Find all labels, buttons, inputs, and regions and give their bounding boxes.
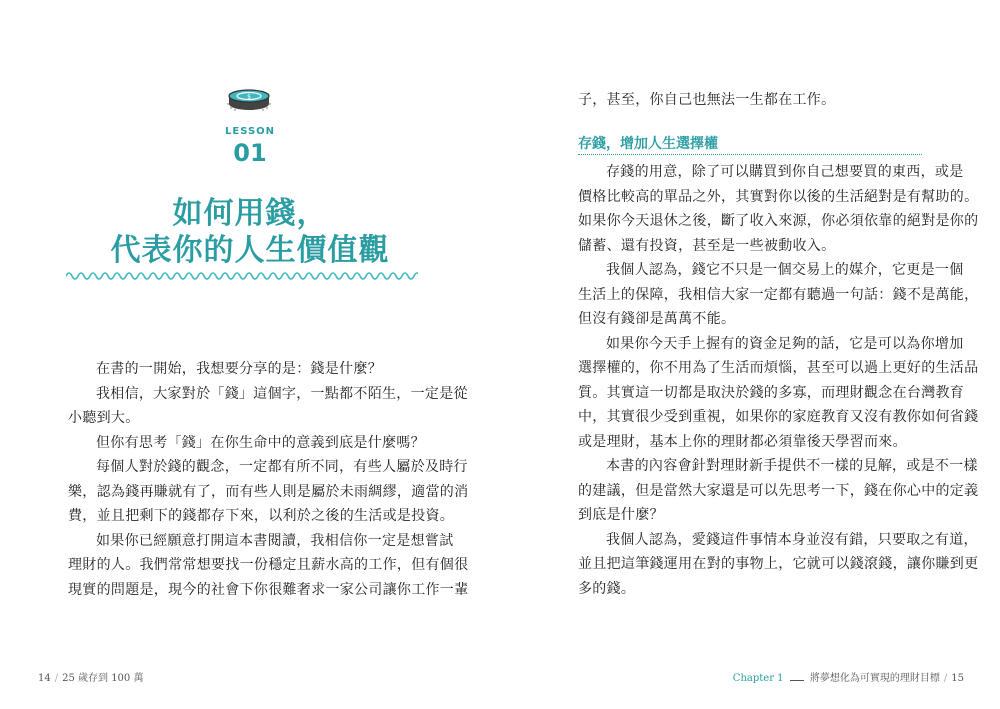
text-line: 並且把這筆錢運用在對的事物上，它就可以錢滾錢，讓你賺到更 (578, 556, 979, 572)
chapter-title: 將夢想化為可實現的理財目標 (809, 673, 940, 684)
chapter-title-line2: 代表你的人生價值觀 (110, 233, 390, 268)
text-line: 我個人認為，愛錢這件事情本身並沒有錯，只要取之有道， (606, 531, 978, 548)
text-line: 現實的問題是，現今的社會下你很難奢求一家公司讓你工作一輩 (68, 581, 469, 598)
text-line: 生活上的保障，我相信大家一定都有聽過一句話：錢不是萬能， (578, 286, 979, 303)
text-line: 每個人對於錢的觀念，一定都有所不同，有些人屬於及時行 (96, 459, 468, 475)
text-line: 到底是什麼？ (578, 507, 664, 523)
text-line: 的建議，但是當然大家還是可以先思考一下，錢在你心中的定義 (578, 482, 979, 499)
book-title: 25 歲存到 100 萬 (62, 673, 144, 684)
text-line: 子，甚至，你自己也無法一生都在工作。 (578, 92, 836, 108)
text-line: 但你有思考「錢」在你生命中的意義到底是什麼嗎？ (96, 434, 425, 451)
left-body-text (68, 357, 468, 602)
text-line: 樂，認為錢再賺就有了，而有些人則是屬於未雨綢繆，適當的消 (68, 483, 469, 500)
text-line: 選擇權的，你不用為了生活而煩惱，甚至可以過上更好的生活品 (578, 360, 979, 376)
text-line: 多的錢。 (578, 580, 636, 597)
text-line: 中，其實很少受到重視，如果你的家庭教育又沒有教你如何省錢 (578, 409, 979, 425)
right-page (500, 0, 1000, 709)
wave-divider (66, 269, 418, 283)
svg-text:$: $ (247, 93, 251, 101)
right-body-text (578, 160, 978, 601)
text-line: 本書的內容會針對理財新手提供不一樣的見解，或是不一樣 (606, 458, 978, 474)
text-line: 理財的人。我們常常想要找一份穩定且薪水高的工作，但有個很 (68, 557, 469, 573)
text-line: 價格比較高的單品之外，其實對你以後的生活絕對是有幫助的。 (578, 188, 979, 205)
text-line: 我相信，大家對於「錢」這個字，一點都不陌生，一定是從 (96, 385, 468, 402)
text-line: 如果你已經願意打開這本書閱讀，我相信你一定是想嘗試 (96, 532, 454, 549)
text-line: 費，並且把剩下的錢都存下來，以利於之後的生活或是投資。 (68, 508, 455, 524)
text-line: 儲蓄、還有投資，甚至是一些被動收入。 (578, 237, 836, 254)
text-line: 質。其實這一切都是取決於錢的多寡，而理財觀念在台灣教育 (578, 384, 965, 401)
chapter-label: Chapter 1 (732, 673, 784, 684)
continued-line (578, 88, 835, 113)
text-line: 但沒有錢卻是萬萬不能。 (578, 311, 736, 327)
page-number: 14 (38, 673, 51, 684)
left-footer: 14 / 25 歲存到 100 萬 (38, 673, 144, 684)
text-line: 存錢的用意，除了可以購買到你自己想要買的東西，或是 (606, 164, 964, 180)
text-line: 如果你今天手上握有的資金足夠的話，它是可以為你增加 (606, 335, 964, 352)
coin-stack-icon (226, 82, 272, 112)
chapter-title-line1: 如何用錢， (172, 196, 328, 231)
text-line: 在書的一開始，我想要分享的是：錢是什麼？ (96, 361, 382, 377)
heading-underline (578, 154, 922, 155)
section-heading: 存錢，增加人生選擇權 (578, 136, 718, 152)
text-line: 我個人認為，錢它不只是一個交易上的媒介，它更是一個 (606, 262, 964, 278)
text-line: 小聽到大。 (68, 410, 140, 426)
lesson-number: 01 (233, 139, 267, 167)
page-number: 15 (951, 673, 964, 684)
text-line: 或是理財，基本上你的理財都必須靠後天學習而來。 (578, 433, 907, 450)
right-footer: Chapter 1 將夢想化為可實現的理財目標 / 15 (732, 673, 964, 684)
lesson-label: LESSON (224, 126, 276, 137)
text-line: 如果你今天退休之後，斷了收入來源，你必須依靠的絕對是你的 (578, 213, 979, 229)
